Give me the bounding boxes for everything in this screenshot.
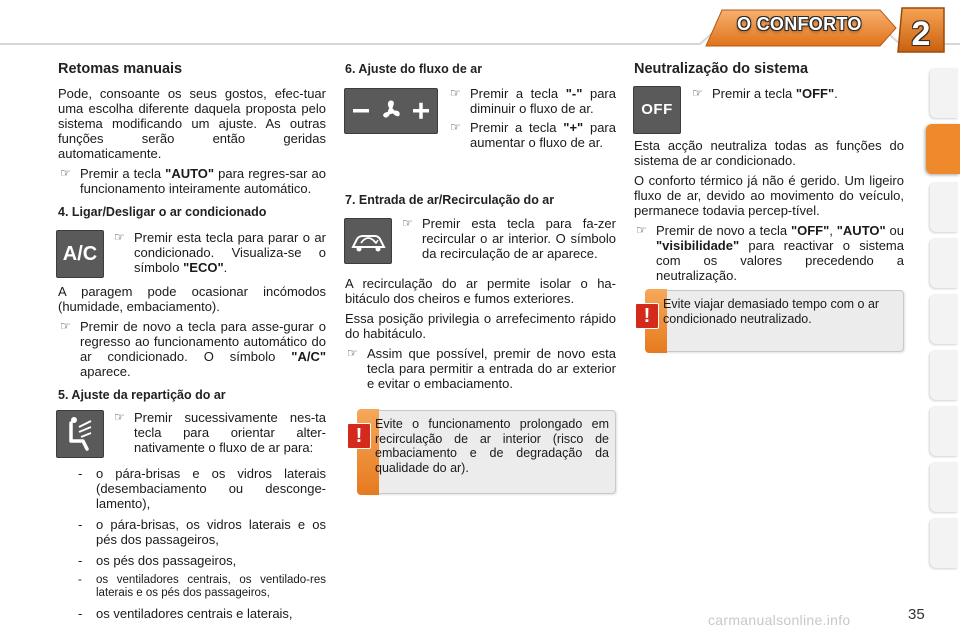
chapter-tab[interactable]	[930, 406, 958, 456]
neutralization-warning-box	[643, 290, 904, 352]
list-item: - os ventiladores centrais e laterais,	[78, 606, 293, 621]
page-number: 35	[908, 606, 925, 623]
recirculation-section-title: 7. Entrada de ar/Recirculação do ar	[345, 193, 555, 207]
recirculation-instruction: ☞ Premir esta tecla para fa-zer recircular o ar interior. O símbolo da recirculação de ar aparece.	[402, 216, 616, 261]
watermark: carmanualsonline.info	[708, 612, 851, 628]
pointing-hand-icon: ☞	[60, 166, 71, 180]
neutralization-details	[634, 138, 904, 287]
ac-instruction: ☞ Premir esta tecla para parar o ar condicionado. Visualiza-se o símbolo "ECO".	[114, 230, 326, 275]
ac-button-icon: A/C	[56, 230, 104, 278]
chapter-title: O CONFORTO	[737, 14, 862, 34]
pointing-hand-icon: ☞	[114, 230, 125, 244]
chapter-tab[interactable]	[930, 518, 958, 568]
ac-details	[58, 284, 326, 383]
pointing-hand-icon: ☞	[636, 223, 647, 237]
recirculation-warning-text: Evite o funcionamento prolongado em recirculação de ar interior (risco de embaciamento e de degradação da qualidade do ar).	[375, 417, 609, 475]
pointing-hand-icon: ☞	[692, 86, 703, 100]
list-item: - os pés dos passageiros,	[78, 553, 237, 568]
distribution-instruction: ☞ Premir sucessivamente nes-ta tecla para orientar alter-nativamente o fluxo de ar para:	[114, 410, 326, 455]
distribution-list	[58, 466, 326, 627]
list-item: - os ventiladores centrais, os ventilado-res laterais e os pés dos passageiros,	[78, 574, 326, 599]
pointing-hand-icon: ☞	[347, 346, 358, 360]
ac-section-title: 4. Ligar/Desligar o ar condicionado	[58, 205, 267, 219]
manual-override-title: Retomas manuais	[58, 61, 183, 77]
neutralization-title: Neutralização do sistema	[634, 61, 809, 77]
seat-airflow-icon	[57, 411, 103, 457]
pointing-hand-icon: ☞	[450, 86, 461, 100]
chapter-tab[interactable]	[930, 350, 958, 400]
car-recirculation-icon	[345, 219, 391, 263]
off-instruction: ☞ Premir a tecla "OFF".	[692, 86, 838, 101]
minus-icon	[353, 109, 369, 113]
recirculation-paragraph-2: Essa posição privilegia o arrefecimento rápido do habitáculo.	[345, 311, 616, 341]
recirculation-warning-box	[355, 410, 616, 494]
airflow-increase-instruction: ☞ Premir a tecla "+" para aumentar o fluxo de ar.	[450, 120, 616, 150]
recirculation-button-icon	[344, 218, 392, 264]
recirculation-restore-instruction: ☞ Assim que possível, premir de novo esta tecla para permitir a entrada do ar exterior e evitar o embaciamento.	[347, 346, 616, 391]
neutralization-paragraph-1: Esta acção neutraliza todas as funções do sistema de ar condicionado.	[634, 138, 904, 168]
recirculation-paragraph-1: A recirculação do ar permite isolar o ha-bitáculo dos cheiros e fumos exteriores.	[345, 276, 616, 306]
auto-instruction: ☞ Premir a tecla "AUTO" para regres-sar ao funcionamento inteiramente automático.	[60, 166, 326, 196]
list-item: - o pára-brisas e os vidros laterais (desembaciamento ou desconge-lamento),	[78, 466, 326, 511]
recirculation-details	[345, 276, 616, 395]
ac-restore-instruction: ☞ Premir de novo a tecla para asse-gurar o regresso ao funcionamento automático do ar condicionado. O símbolo "A/C" aparece.	[60, 319, 326, 379]
warning-icon: !	[347, 423, 371, 449]
intro-paragraph: Pode, consoante os seus gostos, efec-tuar uma escolha diferente daquela proposta pelo sistema modificando um ajuste. As outras funções serão então geridas automaticamente.	[58, 86, 326, 161]
distribution-section-title: 5. Ajuste da repartição do ar	[58, 388, 226, 402]
chapter-tab-strip	[928, 62, 960, 582]
airflow-instructions	[448, 86, 616, 154]
chapter-tab[interactable]	[930, 294, 958, 344]
chapter-tab[interactable]	[930, 182, 958, 232]
neutralization-warning-text: Evite viajar demasiado tempo com o ar condicionado neutralizado.	[663, 297, 880, 326]
chapter-tab[interactable]	[930, 462, 958, 512]
chapter-tab-active[interactable]	[926, 124, 960, 174]
pointing-hand-icon: ☞	[60, 319, 71, 333]
pointing-hand-icon: ☞	[114, 410, 125, 424]
reactivate-instruction: ☞ Premir de novo a tecla "OFF", "AUTO" ou "visibilidade" para reactivar o sistema com os valores precedendo a neutralização.	[636, 223, 904, 283]
manual-override-section	[58, 86, 326, 200]
pointing-hand-icon: ☞	[450, 120, 461, 134]
airflow-section-title: 6. Ajuste do fluxo de ar	[345, 62, 483, 76]
chapter-number: 2	[911, 15, 931, 53]
warning-icon: !	[635, 303, 659, 329]
neutralization-paragraph-2: O conforto térmico já não é gerido. Um ligeiro fluxo de ar, devido ao movimento do veículo, permanece todavia percep-tível.	[634, 173, 904, 218]
chapter-tab[interactable]	[930, 238, 958, 288]
airflow-decrease-instruction: ☞ Premir a tecla "-" para diminuir o fluxo de ar.	[450, 86, 616, 116]
off-button-icon: OFF	[633, 86, 681, 134]
airflow-button-icon	[344, 88, 438, 134]
air-distribution-button-icon	[56, 410, 104, 458]
pointing-hand-icon: ☞	[402, 216, 413, 230]
ac-paragraph: A paragem pode ocasionar incómodos (humidade, embaciamento).	[58, 284, 326, 314]
chapter-tab[interactable]	[930, 68, 958, 118]
fan-icon	[383, 100, 400, 117]
list-item: - o pára-brisas, os vidros laterais e os pés dos passageiros,	[78, 517, 326, 547]
